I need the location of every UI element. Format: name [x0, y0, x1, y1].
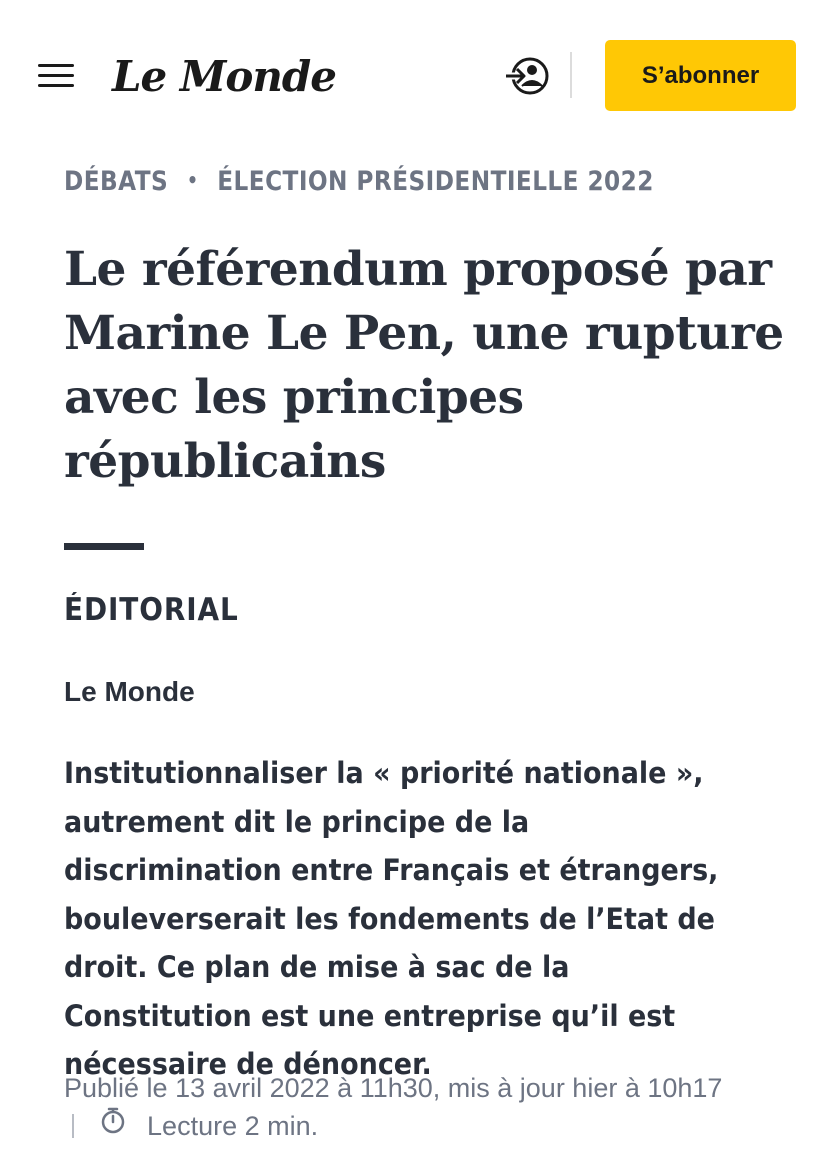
article-author[interactable]: Le Monde — [64, 676, 195, 707]
site-header — [0, 0, 828, 150]
menu-line — [38, 84, 74, 87]
title-divider — [64, 543, 144, 550]
publication-date: Publié le 13 avril 2022 à 11h30, mis à jour hier à 10h17 — [64, 1073, 723, 1103]
menu-line — [38, 64, 74, 67]
breadcrumb-topic-link[interactable]: ÉLECTION PRÉSIDENTIELLE 2022 — [217, 166, 654, 197]
site-logo[interactable]: Le Monde — [112, 52, 337, 101]
article-lead: Institutionnaliser la « priorité nationale », autrement dit le principe de la discrimination entre Français et étrangers, bouleverserait les fondements de l’Etat de droit. Ce plan de mise à sac de la Constitution est une entreprise qu’il est nécessaire de dénoncer. — [64, 756, 719, 1081]
subscribe-button[interactable]: S’abonner — [605, 40, 796, 111]
stopwatch-icon — [100, 1105, 126, 1145]
header-divider — [570, 52, 572, 98]
reading-time: Lecture 2 min. — [147, 1111, 319, 1141]
menu-line — [38, 74, 74, 77]
article-title: Le référendum proposé par Marine Le Pen, une rupture avec les principes républicains — [64, 242, 784, 489]
breadcrumb — [64, 162, 654, 202]
hamburger-menu-icon[interactable] — [36, 62, 76, 90]
breadcrumb-separator: • — [186, 167, 199, 192]
login-user-icon[interactable] — [503, 55, 553, 97]
article-kicker: ÉDITORIAL — [64, 592, 239, 628]
reading-time-row — [64, 1106, 318, 1146]
breadcrumb-section-link[interactable]: DÉBATS — [64, 166, 169, 197]
meta-separator — [72, 1114, 74, 1138]
